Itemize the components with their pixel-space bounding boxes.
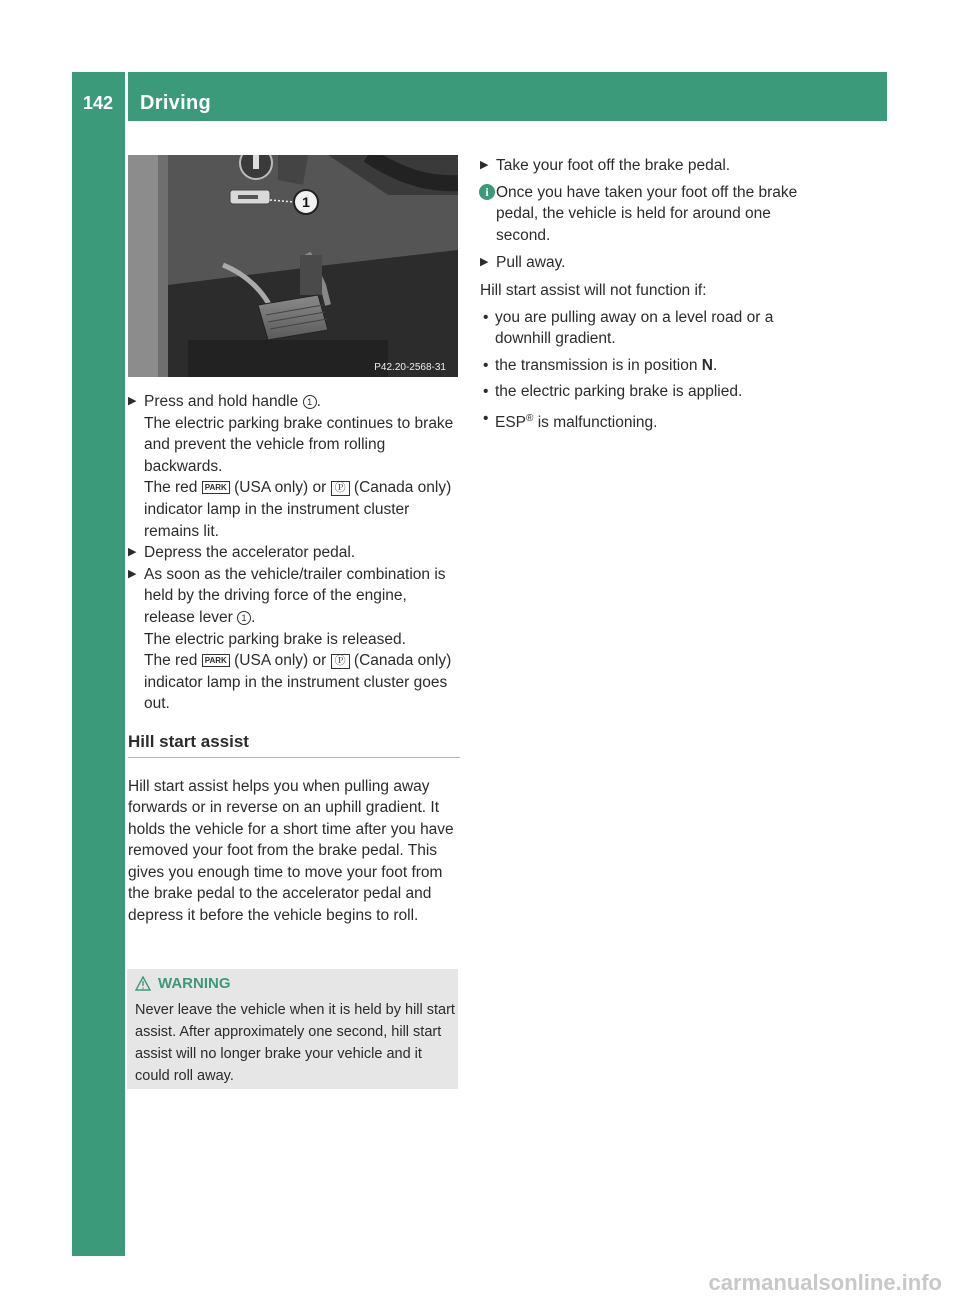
indicator-lamp-text: The red PARK (USA only) or Ⓟ (Canada only) indicator lamp in the instrument cluster remains lit. bbox=[144, 479, 452, 540]
bullet-icon: • bbox=[483, 308, 489, 326]
park-icon: PARK bbox=[202, 654, 230, 667]
info-note: i Once you have taken your foot off the brake pedal, the vehicle is held for around one second. bbox=[480, 182, 820, 247]
step-foot-off-brake: ▶ Take your foot off the brake pedal. bbox=[480, 155, 820, 177]
side-tab-label: Driving and parking bbox=[88, 271, 111, 469]
parking-p-icon: Ⓟ bbox=[331, 654, 350, 669]
page-title: Driving bbox=[140, 92, 211, 114]
conditions-intro: Hill start assist will not function if: bbox=[480, 281, 707, 299]
step-depress-accelerator: ▶ Depress the accelerator pedal. bbox=[128, 542, 460, 564]
bullet-icon: • bbox=[483, 356, 489, 374]
left-column bbox=[128, 391, 460, 927]
callout-1-icon: 1 bbox=[237, 611, 251, 625]
bullet-icon: • bbox=[483, 383, 489, 401]
step-arrow-icon: ▶ bbox=[480, 159, 489, 171]
callout-1-icon: 1 bbox=[303, 395, 317, 409]
list-item: • the electric parking brake is applied. bbox=[480, 381, 820, 403]
info-icon: i bbox=[479, 184, 495, 200]
park-icon: PARK bbox=[202, 481, 230, 494]
step-result: The electric parking brake continues to brake and prevent the vehicle from rolling backwards. bbox=[144, 414, 454, 475]
right-column bbox=[480, 155, 820, 434]
step-press-handle: ▶ Press and hold handle 1 . bbox=[128, 391, 460, 413]
step-arrow-icon: ▶ bbox=[480, 256, 489, 269]
step-arrow-icon: ▶ bbox=[128, 567, 137, 580]
figure-code: P42.20-2568-31 bbox=[374, 362, 446, 373]
warning-title: WARNING bbox=[158, 975, 231, 992]
warning-body: Never leave the vehicle when it is held by hill start assist. After approximately one second, hill start assist will no longer brake your vehicle and it could roll away. bbox=[135, 1002, 455, 1084]
list-item: • ESP® is malfunctioning. bbox=[483, 409, 658, 432]
parking-p-icon: Ⓟ bbox=[331, 481, 350, 496]
figure-callout: 1 bbox=[302, 194, 310, 210]
page-number: 142 bbox=[82, 93, 114, 113]
warning-triangle-icon bbox=[135, 976, 151, 991]
parking-brake-photo bbox=[128, 155, 458, 377]
watermark: carmanualsonline.info bbox=[708, 1270, 942, 1295]
list-item: • the transmission is in position N. bbox=[480, 355, 820, 377]
bullet-icon: • bbox=[483, 409, 489, 427]
indicator-lamp-text: The red PARK (USA only) or Ⓟ (Canada only) indicator lamp in the instrument cluster goes out. bbox=[144, 652, 452, 713]
header-divider bbox=[125, 72, 128, 121]
section-heading: Hill start assist bbox=[128, 731, 460, 758]
list-item: • you are pulling away on a level road or a downhill gradient. bbox=[483, 308, 774, 348]
step-arrow-icon: ▶ bbox=[128, 395, 137, 407]
step-pull-away: ▶ Pull away. bbox=[480, 252, 820, 274]
section-paragraph: Hill start assist helps you when pulling away forwards or in reverse on an uphill gradient. It holds the vehicle for a short time after you have removed your foot from the brake pedal. This gives you enough time to move your foot from the brake pedal to the accelerator pedal and depress it before the vehicle begins to roll. bbox=[128, 777, 454, 925]
step-result: The electric parking brake is released. bbox=[144, 630, 406, 648]
step-arrow-icon: ▶ bbox=[128, 546, 137, 559]
step-release-lever: ▶ As soon as the vehicle/trailer combination is held by the driving force of the engine, release lever 1 . bbox=[128, 565, 446, 626]
